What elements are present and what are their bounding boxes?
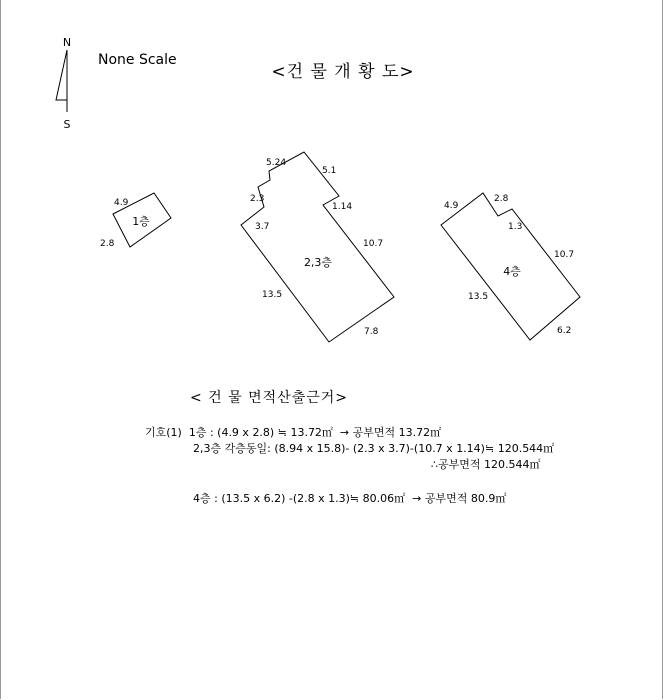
building-1-dim-1: 4.9 bbox=[114, 198, 129, 208]
building-3-dim-5: 13.5 bbox=[468, 292, 489, 302]
building-2-dim-8: 7.8 bbox=[364, 327, 379, 337]
building-2-dim-3: 2.3 bbox=[250, 194, 265, 204]
compass-south: S bbox=[63, 118, 71, 131]
building-3-dim-4: 10.7 bbox=[554, 250, 575, 260]
scale-label: None Scale bbox=[98, 52, 177, 68]
building-2-dim-1: 5.24 bbox=[266, 158, 287, 168]
building-3-dim-3: 1.3 bbox=[508, 222, 523, 232]
building-2-dim-4: 1.14 bbox=[332, 202, 353, 212]
page-title: <건 물 개 황 도> bbox=[271, 62, 415, 82]
building-2-dim-5: 3.7 bbox=[255, 222, 270, 232]
compass-north: N bbox=[62, 36, 72, 49]
building-2-floor-label: 2,3층 bbox=[303, 256, 333, 269]
compass-icon bbox=[56, 50, 67, 112]
building-3-dim-6: 6.2 bbox=[557, 326, 572, 336]
calc-line-3: ∴공부면적 120.544㎡ bbox=[431, 458, 541, 471]
calc-line-2: 2,3층 각층동일: (8.94 x 15.8)- (2.3 x 3.7)-(10.7 x 1.14)≒ 120.544㎡ bbox=[193, 442, 555, 455]
calc-line-4: 4층 : (13.5 x 6.2) -(2.8 x 1.3)≒ 80.06㎡ → 공부면적 80.9㎡ bbox=[193, 492, 507, 505]
building-2-dim-6: 10.7 bbox=[363, 239, 384, 249]
building-3-dim-1: 4.9 bbox=[444, 201, 459, 211]
calc-line-1: 기호(1) 1층 : (4.9 x 2.8) ≒ 13.72㎡ → 공부면적 13.72㎡ bbox=[145, 426, 442, 439]
building-2-dim-7: 13.5 bbox=[262, 290, 283, 300]
building-1-dim-2: 2.8 bbox=[100, 239, 115, 249]
building-3-dim-2: 2.8 bbox=[494, 194, 509, 204]
building-3-floor-label: 4층 bbox=[503, 265, 521, 278]
area-calc-title: < 건 물 면적산출근거> bbox=[190, 390, 349, 406]
building-2-dim-2: 5.1 bbox=[322, 166, 337, 176]
building-1-floor-label: 1층 bbox=[132, 215, 150, 228]
